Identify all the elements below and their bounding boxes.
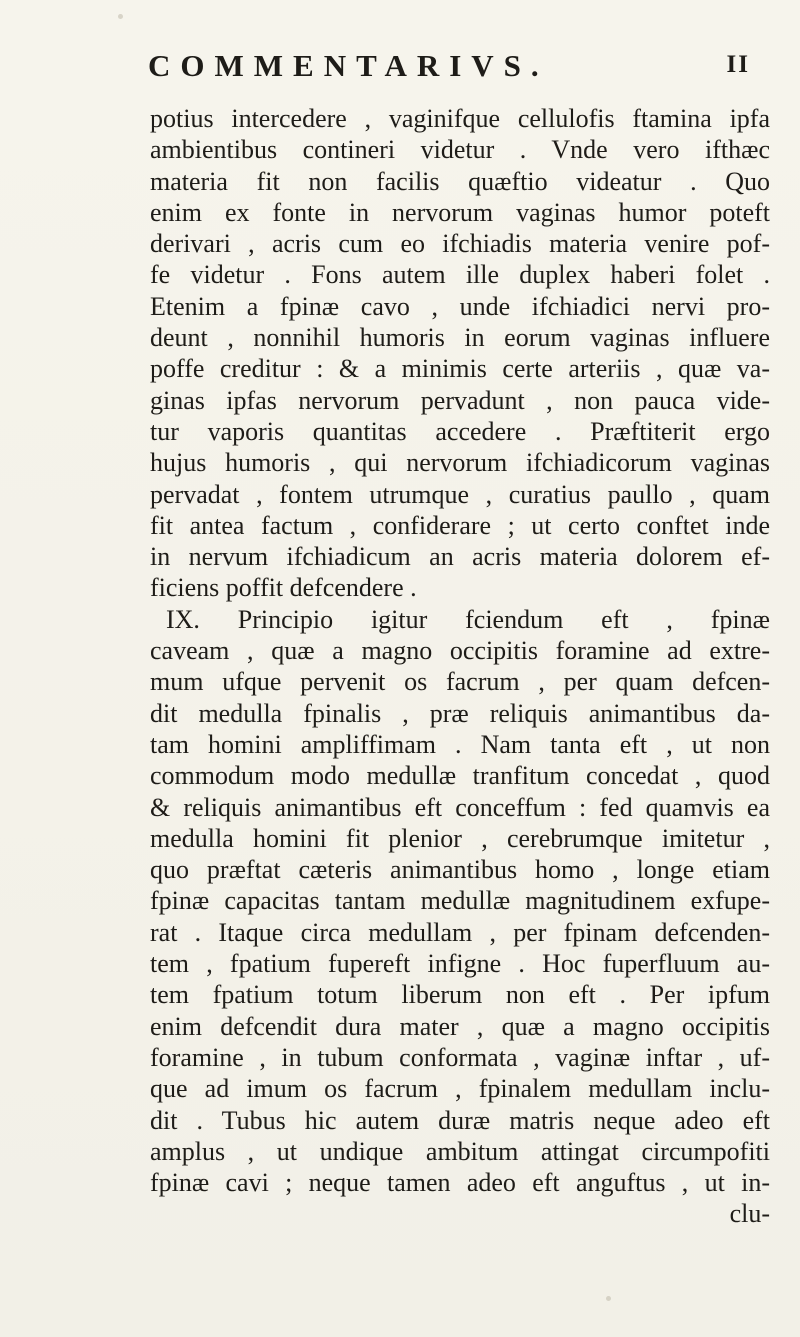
paper-blemish [606, 1296, 611, 1301]
text-line: hujus humoris , qui nervorum ifchiadicorum vaginas [150, 448, 770, 478]
text-line: derivari , acris cum eo ifchiadis materia venire pof- [150, 229, 770, 259]
paragraph-end-line: ficiens poffit defcendere . [150, 573, 417, 603]
text-line: & reliquis animantibus eft conceffum : fed quamvis ea [150, 792, 770, 822]
text-line: enim ex fonte in nervorum vaginas humor poteft [150, 197, 770, 227]
text-line: tem fpatium totum liberum non eft . Per ipfum [150, 980, 770, 1010]
text-line: fpinæ cavi ; neque tamen adeo eft anguftus , ut in- [150, 1168, 770, 1198]
text-line: caveam , quæ a magno occipitis foramine ad extre- [150, 636, 770, 666]
text-line: foramine , in tubum conformata , vaginæ inftar , uf- [150, 1042, 770, 1072]
text-line: enim defcendit dura mater , quæ a magno occipitis [150, 1011, 770, 1041]
text-line: que ad imum os facrum , fpinalem medullam inclu- [150, 1074, 770, 1104]
text-line: tem , fpatium fupereft infigne . Hoc fuperfluum au- [150, 949, 770, 979]
text-line: rat . Itaque circa medullam , per fpinam defcenden- [150, 917, 770, 947]
text-line: pervadat , fontem utrumque , curatius paullo , quam [150, 479, 770, 509]
text-line: potius intercedere , vaginifque cellulofis ftamina ipfa [150, 104, 770, 133]
text-line: Etenim a fpinæ cavo , unde ifchiadici nervi pro- [150, 291, 770, 321]
text-line: commodum modo medullæ tranfitum concedat , quod [150, 761, 770, 791]
text-line: poffe creditur : & a minimis certe arteriis , quæ va- [150, 354, 770, 384]
running-head: COMMENTARIVS. [148, 48, 549, 83]
text-line: amplus , ut undique ambitum attingat circumpofiti [150, 1136, 770, 1166]
text-line: mum ufque pervenit os facrum , per quam defcen- [150, 667, 770, 697]
section-heading-line: IX. Principio igitur fciendum eft , fpinæ [166, 604, 770, 634]
page-number: II [726, 51, 750, 78]
text-line: medulla homini fit plenior , cerebrumque imitetur , [150, 823, 770, 853]
text-line: in nervum ifchiadicum an acris materia dolorem ef- [150, 542, 770, 572]
text-line: fe videtur . Fons autem ille duplex haberi folet . [150, 260, 770, 290]
text-line: deunt , nonnihil humoris in eorum vaginas influere [150, 323, 770, 353]
text-line: materia fit non facilis quæftio videatur . Quo [150, 166, 770, 196]
text-line: dit . Tubus hic autem duræ matris neque adeo eft [150, 1105, 770, 1135]
text-line: ambientibus contineri videtur . Vnde vero ifthæc [150, 135, 770, 165]
text-line: fit antea factum , confiderare ; ut certo conftet inde [150, 510, 770, 540]
body-text [150, 103, 770, 1230]
text-line: fpinæ capacitas tantam medullæ magnitudinem exfupe- [150, 886, 770, 916]
catchword: clu- [729, 1199, 770, 1229]
text-line: tur vaporis quantitas accedere . Præftiterit ergo [150, 416, 770, 446]
text-line: quo præftat cæteris animantibus homo , longe etiam [150, 855, 770, 885]
text-line: dit medulla fpinalis , præ reliquis animantibus da- [150, 698, 770, 728]
text-line: tam homini ampliffimam . Nam tanta eft , ut non [150, 729, 770, 759]
text-line: ginas ipfas nervorum pervadunt , non pauca vide- [150, 385, 770, 415]
page-header [148, 48, 750, 88]
paper-blemish [118, 14, 123, 19]
